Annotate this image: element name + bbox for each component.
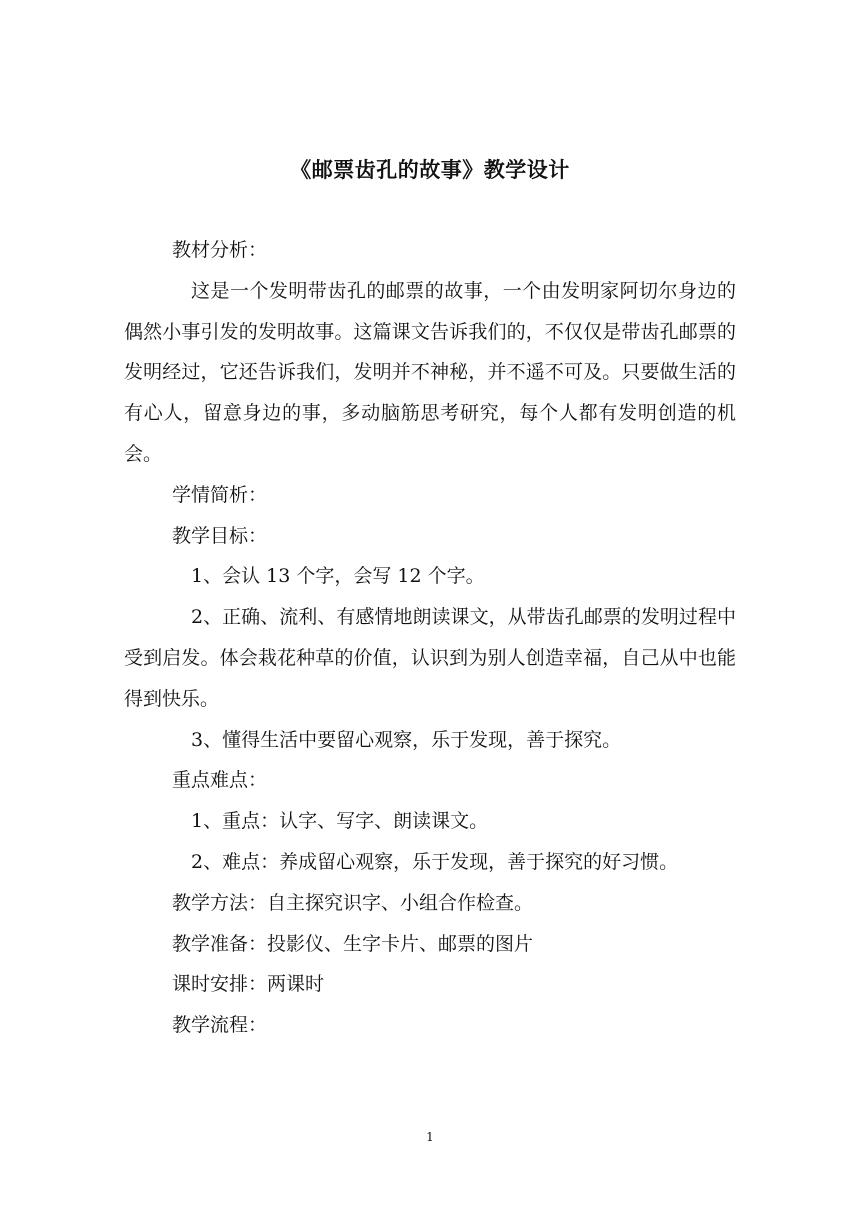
document-title: 《邮票齿孔的故事》教学设计 xyxy=(290,157,570,182)
teaching-preparation-line: 教学准备：投影仪、生字卡片、邮票的图片 xyxy=(172,932,534,955)
time-arrangement-line: 课时安排：两课时 xyxy=(172,973,325,996)
material-analysis-paragraph: 这是一个发明带齿孔的邮票的故事，一个由发明家阿切尔身边的偶然小事引发的发明故事。这篇课文告诉我们的，不仅仅是带齿孔邮票的发明经过，它还告诉我们，发明并不神秘，并不遥不可及。只要做生活的有心人，留意身边的事，多动脑筋思考研究，每个人都有发明创造的机会。 xyxy=(124,279,736,465)
key-point-item: 2、难点：养成留心观察，乐于发现，善于探究的好习惯。 xyxy=(191,850,679,873)
teaching-goal-item: 2、正确、流利、有感情地朗读课文，从带齿孔邮票的发明过程中受到启发。体会栽花种草的价值，认识到为别人创造幸福，自己从中也能得到快乐。 xyxy=(124,606,736,710)
section-heading-student-analysis: 学情简析： xyxy=(172,483,268,506)
section-heading-teaching-process: 教学流程： xyxy=(172,1014,268,1037)
key-point-item: 1、重点：认字、写字、朗读课文。 xyxy=(191,810,489,833)
page-number: 1 xyxy=(426,1130,434,1144)
section-heading-teaching-goals: 教学目标： xyxy=(172,524,268,547)
teaching-method-line: 教学方法：自主探究识字、小组合作检查。 xyxy=(172,891,534,914)
document-body xyxy=(124,230,736,1046)
teaching-goal-item: 1、会认 13 个字，会写 12 个字。 xyxy=(191,565,485,588)
teaching-goal-item: 3、懂得生活中要留心观察，乐于发现，善于探究。 xyxy=(191,728,622,751)
section-heading-material-analysis: 教材分析： xyxy=(172,239,268,261)
section-heading-key-points: 重点难点： xyxy=(172,769,268,792)
